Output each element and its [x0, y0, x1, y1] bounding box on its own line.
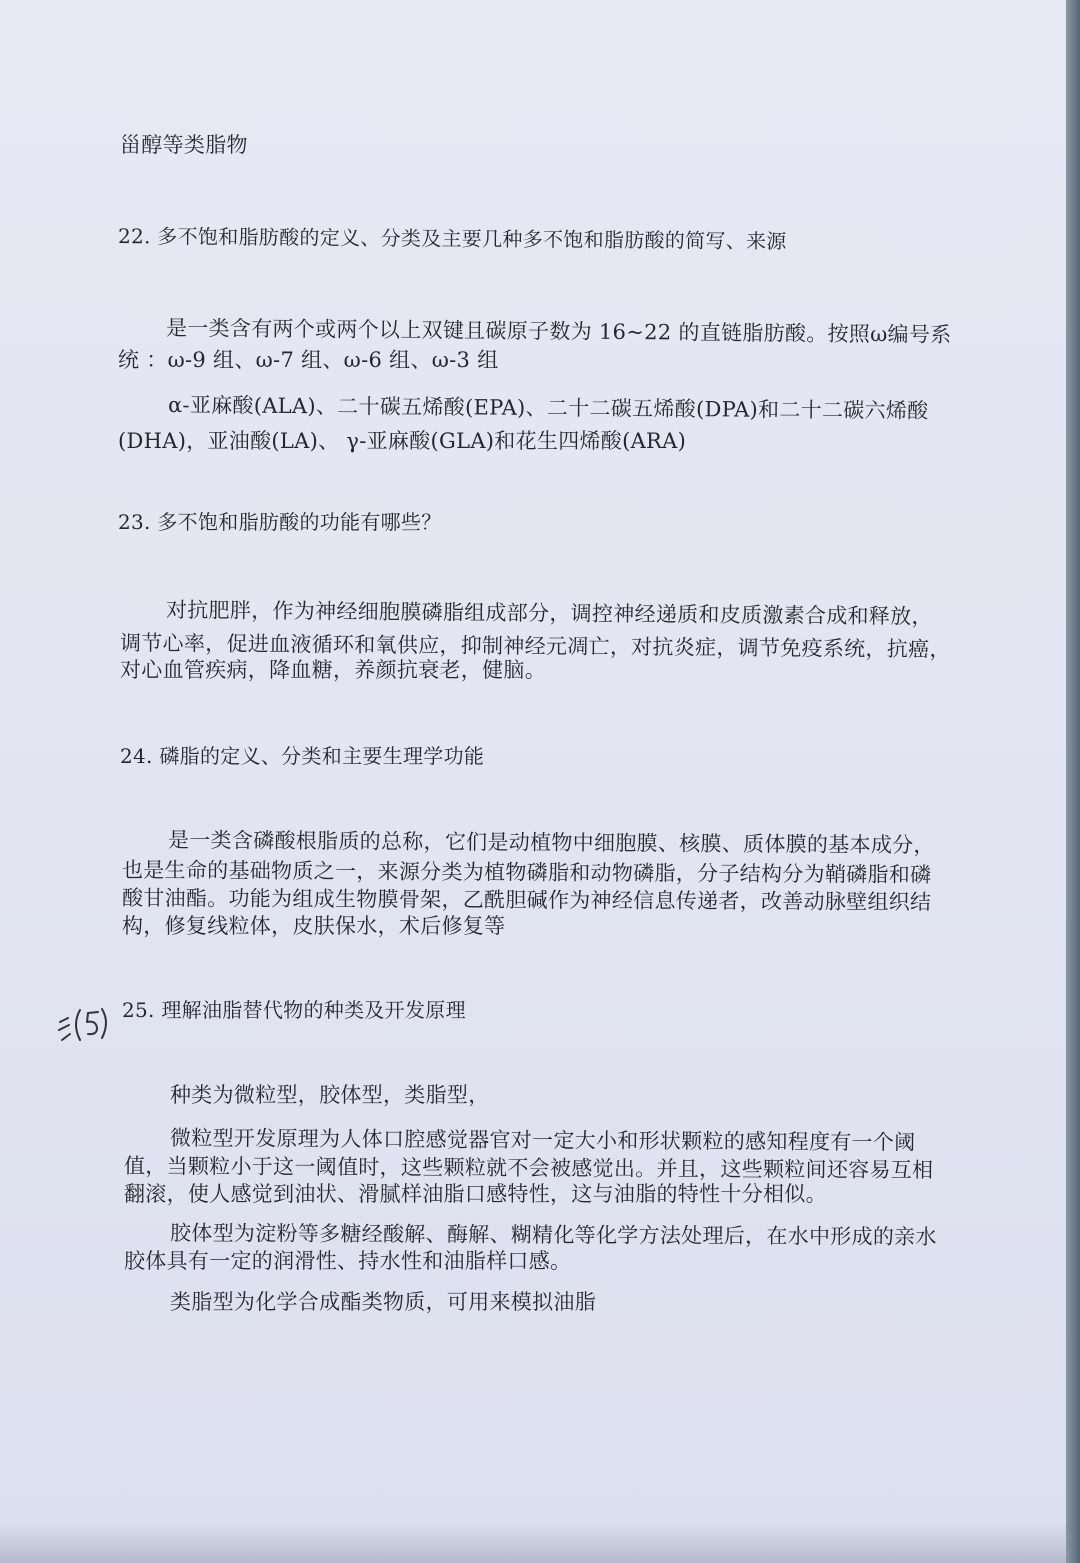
answer-24-line-4: 构，修复线粒体，皮肤保水，术后修复等: [122, 914, 506, 938]
answer-25-line-5: 胶体型为淀粉等多糖经酸解、酶解、糊精化等化学方法处理后，在水中形成的亲水: [169, 1221, 937, 1250]
question-24: 24. 磷脂的定义、分类和主要生理学功能: [120, 744, 485, 768]
answer-25-line-4: 翻滚，使人感觉到油状、滑腻样油脂口感特性，这与油脂的特性十分相似。: [124, 1182, 827, 1206]
answer-22-line-2: 统 ：ω-9 组、ω-7 组、ω-6 组、ω-3 组: [118, 348, 499, 372]
question-25: 25. 理解油脂替代物的种类及开发原理: [122, 998, 466, 1022]
answer-25-line-7: 类脂型为化学合成酯类物质，可用来模拟油脂: [170, 1290, 596, 1314]
answer-24-line-3: 酸甘油酯。功能为组成生物膜骨架，乙酰胆碱作为神经信息传递者，改善动脉壁组织结: [121, 886, 932, 915]
fragment-line: 甾醇等类脂物: [120, 133, 248, 157]
answer-25-line-6: 胶体具有一定的润滑性、持水性和油脂样口感。: [124, 1249, 572, 1273]
answer-23-line-3: 对心血管疾病，降血糖，养颜抗衰老，健脑。: [120, 658, 546, 682]
answer-23-line-2: 调节心率，促进血液循环和氧供应，抑制神经元凋亡，对抗炎症，调节免疫系统，抗癌，: [119, 631, 951, 662]
page-bottom-shadow: [0, 1523, 1066, 1563]
answer-24-line-2: 也是生命的基础物质之一，来源分类为植物磷脂和动物磷脂，分子结构分为鞘磷脂和磷: [121, 858, 932, 887]
question-23: 23. 多不饱和脂肪酸的功能有哪些？: [118, 510, 442, 534]
answer-22-line-4: (DHA)，亚油酸(LA)、 γ-亚麻酸(GLA)和花生四烯酸(ARA): [118, 429, 687, 453]
answer-24-line-1: 是一类含磷酸根脂质的总称，它们是动植物中细胞膜、核膜、质体膜的基本成分，: [167, 828, 935, 858]
handwritten-annotation: [56, 1004, 112, 1046]
answer-23-line-1: 对抗肥胖，作为神经细胞膜磷脂组成部分，调控神经递质和皮质激素合成和释放，: [165, 598, 933, 629]
answer-22-line-1: 是一类含有两个或两个以上双键且碳原子数为 16~22 的直链脂肪酸。按照ω编号系: [165, 316, 952, 347]
background-edge: [1066, 0, 1080, 1563]
answer-25-line-1: 种类为微粒型，胶体型，类脂型，: [170, 1083, 490, 1107]
answer-25-line-2: 微粒型开发原理为人体口腔感觉器官对一定大小和形状颗粒的感知程度有一个阈: [169, 1126, 916, 1155]
answer-25-line-3: 值，当颗粒小于这一阈值时，这些颗粒就不会被感觉出。并且，这些颗粒间还容易互相: [123, 1154, 934, 1183]
question-22: 22. 多不饱和脂肪酸的定义、分类及主要几种多不饱和脂肪酸的简写、来源: [117, 224, 787, 254]
answer-22-line-3: α-亚麻酸(ALA)、二十碳五烯酸(EPA)、二十二碳五烯酸(DPA)和二十二碳六烯酸: [167, 393, 929, 423]
